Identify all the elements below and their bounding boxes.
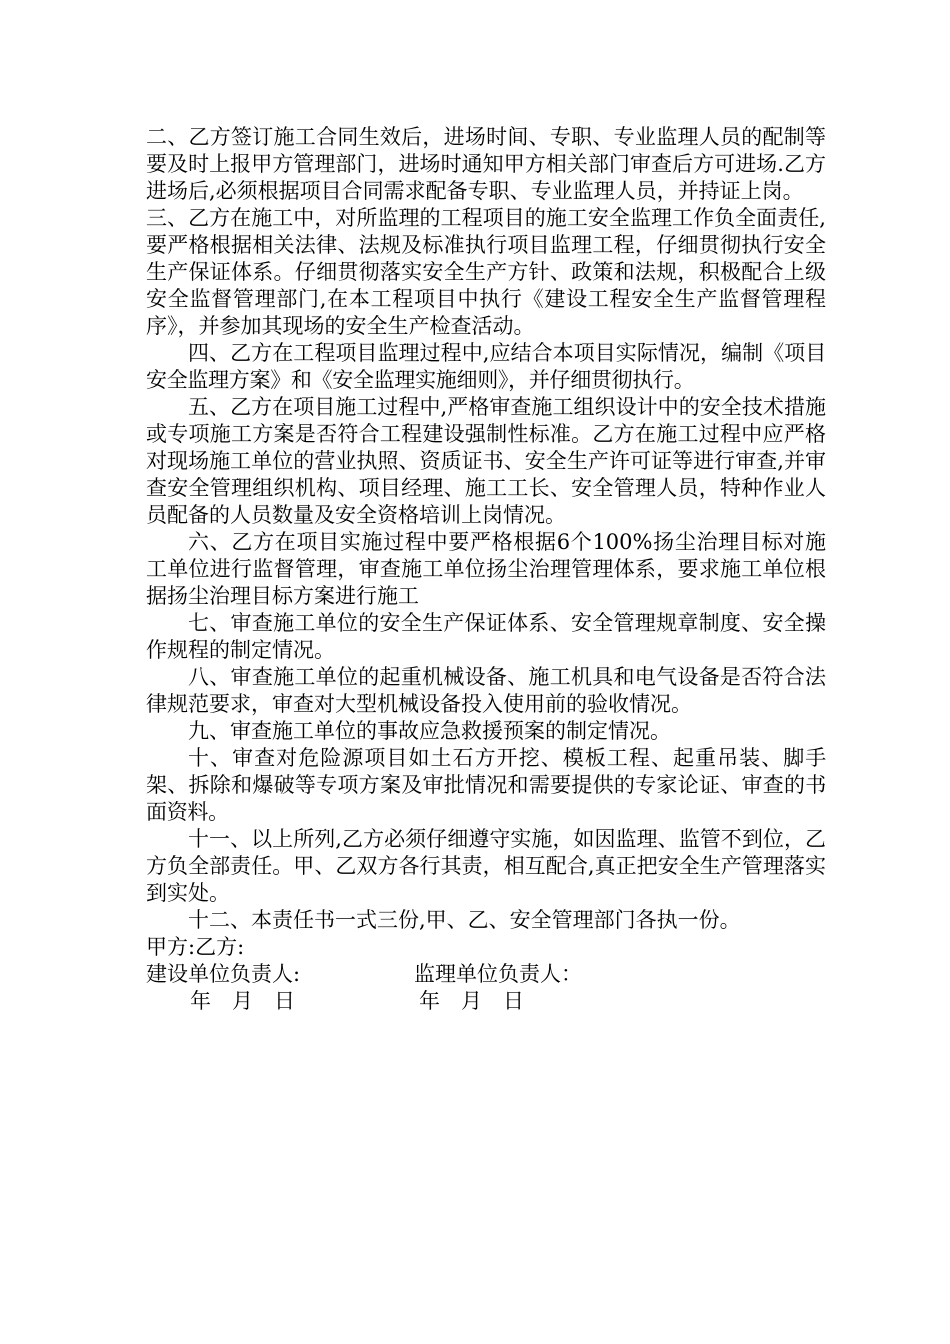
clause-7: 七、审查施工单位的安全生产保证体系、安全管理规章制度、安全操作规程的制定情况。 xyxy=(146,611,826,662)
document-page xyxy=(146,124,826,1015)
parties-line: 甲方:乙方: xyxy=(146,935,245,959)
clause-4: 四、乙方在工程项目监理过程中,应结合本项目实际情况，编制《项目安全监理方案》和《安全监理实施细则》，并仔细贯彻执行。 xyxy=(146,341,826,392)
clause-5: 五、乙方在项目施工过程中,严格审查施工组织设计中的安全技术措施或专项施工方案是否符合工程建设强制性标准。乙方在施工过程中应严格对现场施工单位的营业执照、资质证书、安全生产许可证等进行审查,并审查安全管理组织机构、项目经理、施工工长、安全管理人员，特种作业人员配备的人员数量及安全资格培训上岗情况。 xyxy=(146,395,826,527)
signature-row xyxy=(146,961,826,988)
date-row xyxy=(146,988,826,1015)
owner-signature-date: 年 月 日 xyxy=(190,989,295,1013)
supervisor-signature-label: 监理单位负责人： xyxy=(414,962,582,986)
clause-3: 三、乙方在施工中，对所监理的工程项目的施工安全监理工作负全面责任,要严格根据相关法律、法规及标准执行项目监理工程，仔细贯彻执行安全生产保证体系。仔细贯彻落实安全生产方针、政策和法规，积极配合上级安全监督管理部门,在本工程项目中执行《建设工程安全生产监督管理程序》，并参加其现场的安全生产检查活动。 xyxy=(146,206,826,338)
supervisor-signature-date: 年 月 日 xyxy=(419,989,524,1013)
clause-10: 十、审查对危险源项目如土石方开挖、模板工程、起重吊装、脚手架、拆除和爆破等专项方案及审批情况和需要提供的专家论证、审查的书面资料。 xyxy=(146,746,826,824)
owner-signature-label: 建设单位负责人: xyxy=(146,962,301,986)
clause-8: 八、审查施工单位的起重机械设备、施工机具和电气设备是否符合法律规范要求，审查对大型机械设备投入使用前的验收情况。 xyxy=(146,665,826,716)
clause-11: 十一、以上所列,乙方必须仔细遵守实施，如因监理、监管不到位，乙方负全部责任。甲、乙双方各行其责，相互配合,真正把安全生产管理落实到实处。 xyxy=(146,827,826,905)
clause-6: 六、乙方在项目实施过程中要严格根据6个100%扬尘治理目标对施工单位进行监督管理，审查施工单位扬尘治理管理体系，要求施工单位根据扬尘治理目标方案进行施工 xyxy=(146,530,826,608)
clause-12: 十二、本责任书一式三份,甲、乙、安全管理部门各执一份。 xyxy=(188,908,741,932)
clause-9: 九、审查施工单位的事故应急救援预案的制定情况。 xyxy=(188,719,671,743)
clause-2: 二、乙方签订施工合同生效后，进场时间、专职、专业监理人员的配制等要及时上报甲方管理部门，进场时通知甲方相关部门审查后方可进场.乙方进场后,必须根据项目合同需求配备专职、专业监理人员，并持证上岗。 xyxy=(146,125,826,203)
